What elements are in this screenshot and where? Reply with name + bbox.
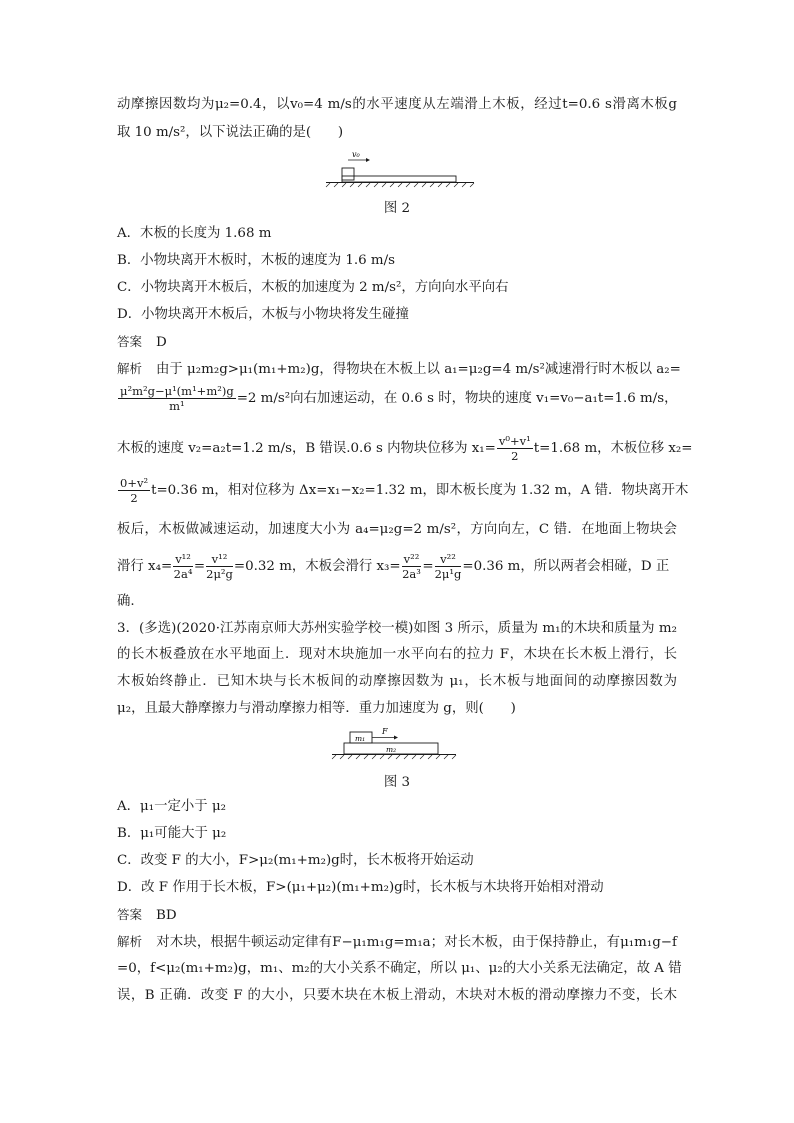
figure-3-diagram bbox=[328, 724, 468, 762]
force-label: F bbox=[382, 727, 388, 736]
question-3-line: 木板始终静止．已知木块与长木板间的动摩擦因数为 μ₁，长木板与地面间的动摩擦因数为 bbox=[117, 674, 677, 689]
option-c: C．小物块离开木板后，木板的加速度为 2 m/s²，方向向水平向右 bbox=[117, 280, 509, 295]
q3-option-c: C．改变 F 的大小，F>μ₂(m₁+m₂)g时，长木板将开始运动 bbox=[117, 853, 474, 868]
analysis-label: 解析 bbox=[117, 361, 143, 376]
analysis-line: 木板的速度 v₂=a₂t=1.2 m/s，B 错误.0.6 s 内物块位移为 x₁= $\frac{\text{v⁰+v¹}}{2}$ t=1.68 m，木板位移 x₂= bbox=[117, 434, 693, 463]
fraction: $\frac{\text{v¹²}}{\text{2a⁴}}$ bbox=[173, 552, 193, 581]
velocity-label: v₀ bbox=[352, 150, 360, 159]
analysis-line: $\frac{\text{0+v²}}{2}$ t=0.36 m，相对位移为 Δx=x₁−x₂=1.32 m，即木板长度为 1.32 m，A 错．物块离开木 bbox=[120, 476, 689, 505]
option-d: D．小物块离开木板后，木板与小物块将发生碰撞 bbox=[117, 307, 409, 322]
board-shape bbox=[342, 176, 456, 182]
question-3-line: 的长木板叠放在水平地面上．现对木块施加一水平向右的拉力 F，木块在长木板上滑行，长 bbox=[117, 647, 677, 662]
figure-2-caption: 图 2 bbox=[383, 201, 411, 216]
analysis-line: 确. bbox=[117, 594, 135, 609]
question-3-line: μ₂，且最大静摩擦力与滑动摩擦力相等．重力加速度为 g，则( ) bbox=[117, 701, 516, 716]
m1-label: m₁ bbox=[355, 734, 366, 743]
analysis-line: $\frac{\text{μ²m²g−μ¹(m¹+m²)g}}{\text{m¹}}$ =2 m/s²向右加速运动，在 0.6 s 时，物块的速度 v₁=v₀−a₁t=1.6 m/s， bbox=[120, 384, 678, 413]
fraction: $\frac{\text{v¹²}}{\text{2μ²g}}$ bbox=[206, 552, 233, 581]
option-b: B．小物块离开木板时，木板的速度为 1.6 m/s bbox=[117, 253, 395, 268]
figure-2-diagram bbox=[320, 146, 480, 188]
q3-option-b: B．μ₁可能大于 μ₂ bbox=[117, 826, 227, 841]
q3-analysis-line: 解析 对木块，根据牛顿运动定律有F−μ₁m₁g=m₁a；对长木板，由于保持静止，有μ₁m₁g−f bbox=[117, 934, 677, 950]
q3-option-d: D．改 F 作用于长木板，F>(μ₁+μ₂)(m₁+m₂)g时，长木板与木块将开始相对滑动 bbox=[117, 880, 604, 895]
fraction: $\frac{\text{0+v²}}{2}$ bbox=[120, 476, 149, 505]
answer-value: BD bbox=[156, 908, 177, 923]
q3-answer-line bbox=[117, 905, 677, 926]
problem-text-line: 取 10 m/s²，以下说法正确的是( ) bbox=[117, 125, 344, 140]
answer-value: D bbox=[156, 335, 167, 350]
analysis-line: 板后，木板做减速运动，加速度大小为 a₄=μ₂g=2 m/s²，方向向左，C 错．在地面上物块会 bbox=[117, 522, 677, 537]
fraction: $\frac{\text{v⁰+v¹}}{2}$ bbox=[498, 434, 531, 463]
m2-label: m₂ bbox=[386, 745, 397, 754]
answer-label: 答案 bbox=[117, 334, 143, 349]
analysis-line: 滑行 x₄= $\frac{\text{v¹²}}{\text{2a⁴}}$ = $\frac{\text{v¹²}}{\text{2μ²g}}$ =0.32 m，木板会滑行 x₃= $\frac{\text{v²²}}{\text{2a³}}$ = $\frac{\text{v²²}}{\text{2μ¹g}}$ =0.36 m，所以两者会相碰，D 正 bbox=[117, 552, 670, 581]
problem-text-line: 动摩擦因数均为μ₂=0.4，以v₀=4 m/s的水平速度从左端滑上木板，经过t=0.6 s滑离木板g bbox=[117, 97, 677, 112]
figure-3-caption: 图 3 bbox=[383, 775, 411, 790]
fraction: $\frac{\text{v²²}}{\text{2μ¹g}}$ bbox=[434, 552, 462, 581]
q3-analysis-line: 误，B 正确．改变 F 的大小，只要木块在木板上滑动，木块对木板的滑动摩擦力不变，长木 bbox=[117, 988, 677, 1003]
analysis-line: 解析 由于 μ₂m₂g>μ₁(m₁+m₂)g，得物块在木板上以 a₁=μ₂g=4 m/s²减速滑行时木板以 a₂= bbox=[117, 361, 681, 377]
fraction: $\frac{\text{μ²m²g−μ¹(m¹+m²)g}}{\text{m¹}}$ bbox=[120, 384, 234, 413]
question-3-line: 3．(多选)(2020·江苏南京师大苏州实验学校一模)如图 3 所示，质量为 m₁的木块和质量为 m₂ bbox=[117, 621, 677, 636]
q3-option-a: A．μ₁一定小于 μ₂ bbox=[117, 799, 227, 814]
q3-analysis-line: =0，f<μ₂(m₁+m₂)g，m₁、m₂的大小关系不确定，所以 μ₁、μ₂的大小关系无法确定，故 A 错 bbox=[117, 961, 682, 976]
block-shape bbox=[342, 168, 354, 180]
answer-label: 答案 bbox=[117, 907, 143, 922]
fraction: $\frac{\text{v²²}}{\text{2a³}}$ bbox=[402, 552, 421, 581]
answer-line bbox=[117, 332, 677, 353]
option-a: A．木板的长度为 1.68 m bbox=[117, 226, 272, 241]
analysis-label: 解析 bbox=[117, 934, 143, 949]
